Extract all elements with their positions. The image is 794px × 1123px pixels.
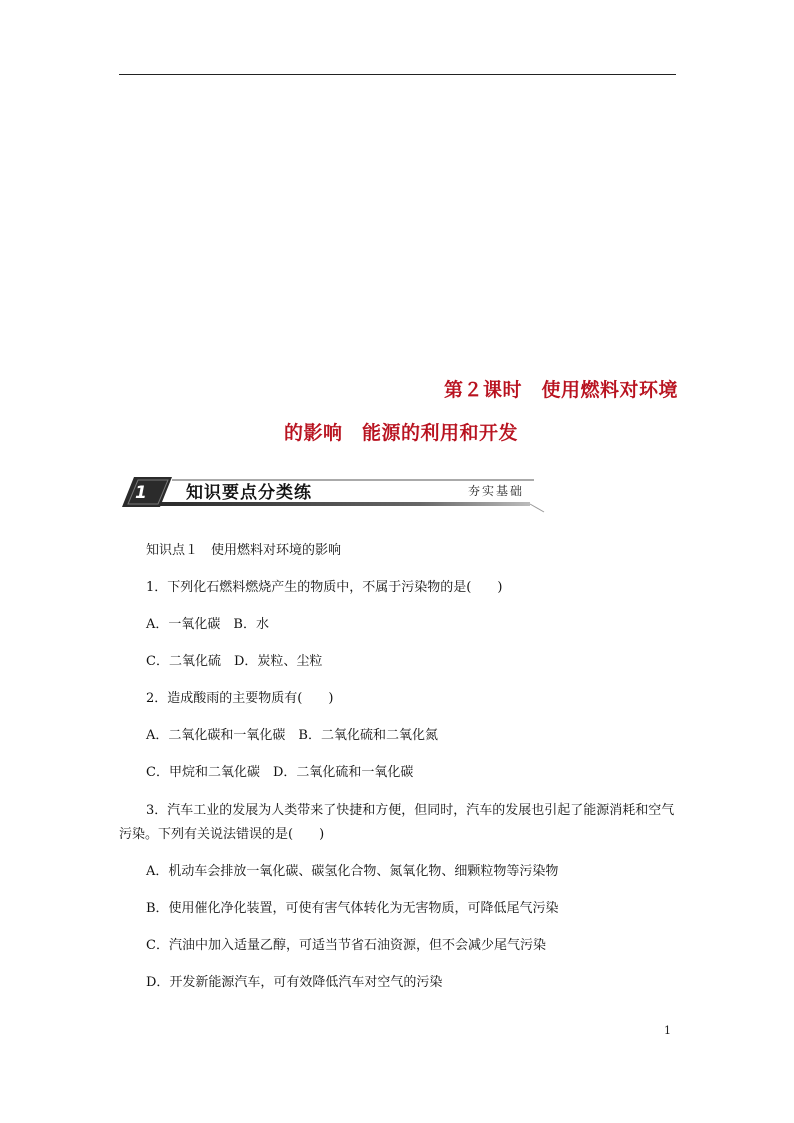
section-banner (120, 474, 546, 514)
question-3-option-d: D．开发新能源汽车，可有效降低汽车对空气的污染 (146, 975, 443, 990)
question-3-option-b: B．使用催化净化装置，可使有害气体转化为无害物质，可降低尾气污染 (146, 901, 559, 916)
question-1-option-line: A．一氧化碳 B．水 (146, 617, 269, 632)
question-2-option-line: C．甲烷和二氧化碳 D．二氧化硫和一氧化碳 (146, 765, 414, 780)
question-3-stem: 3．汽车工业的发展为人类带来了快捷和方便，但同时，汽车的发展也引起了能源消耗和空气污染。下列有关说法错误的是( ) (119, 803, 675, 842)
banner-title: 知识要点分类练 (186, 483, 312, 503)
banner-number: 1 (135, 483, 147, 503)
header-rule (119, 74, 676, 75)
question-2-option-line: A．二氧化碳和一氧化碳 B．二氧化硫和二氧化氮 (146, 728, 438, 743)
lesson-title-line-2: 的影响 能源的利用和开发 (284, 422, 519, 444)
question-2-stem: 2．造成酸雨的主要物质有( ) (146, 691, 334, 706)
question-1-option-line: C．二氧化硫 D．炭粒、尘粒 (146, 654, 323, 669)
page-number: 1 (664, 1024, 671, 1037)
lesson-title-line-1: 第２课时 使用燃料对环境 (444, 379, 679, 401)
question-3-option-a: A．机动车会排放一氧化碳、碳氢化合物、氮氧化物、细颗粒物等污染物 (146, 864, 559, 879)
question-3-option-c: C．汽油中加入适量乙醇，可适当节省石油资源，但不会减少尾气污染 (146, 938, 546, 953)
question-1-stem: 1．下列化石燃料燃烧产生的物质中，不属于污染物的是( ) (146, 580, 503, 595)
banner-subtitle: 夯实基础 (468, 484, 525, 498)
section-heading: 知识点１ 使用燃料对环境的影响 (146, 543, 342, 558)
